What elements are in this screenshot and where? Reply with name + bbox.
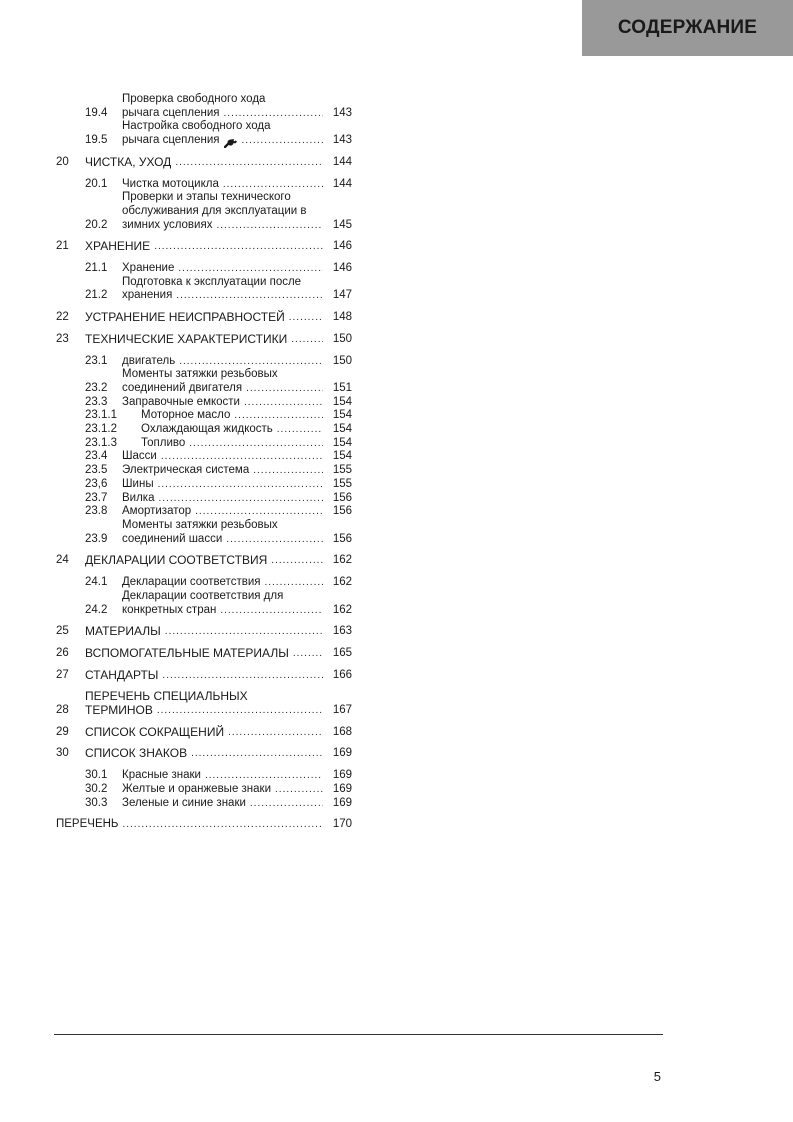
dot-leader [244, 396, 323, 410]
toc-entry[interactable] [56, 368, 352, 395]
wrench-icon [224, 137, 238, 148]
toc-entry-page: 154 [332, 395, 352, 408]
toc-entry-number: 30.2 [85, 782, 108, 795]
toc-entry-title-line: Моторное масло [141, 409, 231, 422]
toc-entry-page: 154 [332, 450, 352, 463]
toc-entry-title-line: СТАНДАРТЫ [85, 667, 159, 682]
toc-entry[interactable] [56, 797, 352, 811]
toc-chapter[interactable] [56, 333, 352, 347]
toc-entry-page: 169 [332, 782, 352, 795]
toc-entry-page: 155 [332, 464, 352, 477]
toc-entry-page: 170 [332, 818, 352, 831]
toc-chapter[interactable] [56, 690, 352, 717]
dot-leader [191, 747, 323, 761]
toc-entry-page: 146 [332, 262, 352, 275]
toc-entry-page: 151 [332, 381, 352, 394]
toc-entry-title [122, 769, 326, 783]
toc-entry-number: 24 [56, 554, 69, 567]
toc-entry-number: 19.4 [85, 106, 108, 119]
toc-entry[interactable] [56, 492, 352, 506]
dot-leader [178, 262, 323, 276]
toc-entry-title [122, 492, 326, 506]
toc-chapter[interactable] [56, 554, 352, 568]
toc-entry-page: 156 [332, 491, 352, 504]
toc-entry-title [85, 747, 326, 761]
toc-entry-title-line: рычага сцепления [122, 134, 220, 147]
toc-entry-title-line: обслуживания для эксплуатации в [122, 204, 307, 217]
dot-leader [275, 783, 323, 797]
toc-entry-title-line: конкретных стран [122, 603, 217, 616]
toc-entry-number: 29 [56, 725, 69, 738]
toc-entry-title-line: соединений двигателя [122, 381, 243, 394]
toc-entry-title [85, 240, 326, 254]
toc-entry-title-line: Чистка мотоцикла [122, 177, 219, 190]
toc-entry-title-line: Заправочные емкости [122, 395, 240, 408]
toc-entry-title-line: Электрическая система [122, 464, 250, 477]
toc-entry-number: 21 [56, 240, 69, 253]
toc-chapter[interactable] [56, 647, 352, 661]
toc-entry-title-line: Декларации соответствия [122, 576, 261, 589]
dot-leader [165, 625, 323, 639]
toc-entry[interactable] [56, 355, 352, 369]
toc-entry-title-line: ПЕРЕЧЕНЬ СПЕЦИАЛЬНЫХ [85, 689, 248, 704]
dot-leader [179, 355, 323, 369]
toc-entry-number: 23,6 [85, 477, 108, 490]
toc-entry[interactable] [56, 191, 352, 232]
toc-entry-title-line: УСТРАНЕНИЕ НЕИСПРАВНОСТЕЙ [85, 310, 285, 325]
toc-entry-title [122, 505, 326, 519]
toc-entry-title [85, 554, 326, 568]
table-of-contents [56, 93, 352, 832]
toc-entry[interactable] [56, 178, 352, 192]
toc-entry-title [122, 262, 326, 276]
toc-entry-page: 166 [332, 668, 352, 681]
toc-chapter[interactable] [56, 156, 352, 170]
toc-entry-number: 28 [56, 704, 69, 717]
toc-entry[interactable] [56, 590, 352, 617]
toc-entry-title-line: Проверка свободного хода [122, 93, 266, 105]
toc-entry-title-line: Настройка свободного хода [122, 120, 271, 133]
dot-leader [195, 505, 323, 519]
toc-entry[interactable] [56, 409, 352, 423]
toc-chapter[interactable] [56, 240, 352, 254]
dot-leader [162, 669, 323, 683]
toc-entry-title [122, 576, 326, 590]
dot-leader [277, 423, 323, 437]
page-number: 5 [653, 1069, 661, 1084]
toc-entry-title-line: двигатель [122, 354, 176, 367]
dot-leader [250, 797, 323, 811]
toc-entry-number: 20.2 [85, 218, 108, 231]
toc-entry-number: 24.1 [85, 576, 108, 589]
dot-leader [271, 554, 323, 568]
toc-entry-title-line: Шины [122, 477, 154, 490]
toc-entry-page: 145 [332, 218, 352, 231]
toc-entry-page: 144 [332, 155, 352, 168]
dot-leader [224, 107, 323, 121]
toc-entry-title [122, 120, 326, 147]
toc-entry-title-line: хранения [122, 289, 173, 302]
toc-entry-title-line: Вилка [122, 491, 155, 504]
toc-entry-title [85, 726, 326, 740]
toc-entry[interactable] [56, 576, 352, 590]
toc-entry[interactable] [56, 519, 352, 546]
toc-entry-page: 150 [332, 332, 352, 345]
toc-entry-title [122, 396, 326, 410]
toc-entry[interactable] [56, 120, 352, 147]
toc-entry-number: 22 [56, 311, 69, 324]
dot-leader [246, 382, 323, 396]
toc-entry-number: 30.1 [85, 769, 108, 782]
toc-entry-title [122, 93, 326, 120]
toc-entry-number: 23.4 [85, 450, 108, 463]
dot-leader [158, 478, 323, 492]
toc-entry-title-line: ДЕКЛАРАЦИИ СООТВЕТСТВИЯ [85, 553, 268, 568]
toc-entry-page: 167 [332, 704, 352, 717]
toc-entry[interactable] [56, 505, 352, 519]
toc-entry-page: 163 [332, 625, 352, 638]
dot-leader [264, 576, 323, 590]
dot-leader [158, 492, 323, 506]
toc-chapter[interactable] [56, 311, 352, 325]
toc-entry-number: 23.9 [85, 532, 108, 545]
toc-entry-title-line: Хранение [122, 262, 175, 275]
toc-entry[interactable] [56, 478, 352, 492]
toc-entry-title [122, 519, 326, 546]
toc-entry-title [122, 464, 326, 478]
dot-leader [289, 311, 323, 325]
toc-entry-title [122, 478, 326, 492]
toc-entry-title [141, 409, 326, 423]
toc-entry[interactable] [56, 464, 352, 478]
toc-entry[interactable] [56, 437, 352, 451]
toc-entry-title-line: Шасси [122, 450, 157, 463]
toc-entry-title [122, 590, 326, 617]
toc-entry-number: 23.1 [85, 354, 108, 367]
dot-leader [226, 533, 323, 547]
toc-entry-page: 156 [332, 505, 352, 518]
toc-entry-title [122, 191, 326, 232]
toc-entry[interactable] [56, 276, 352, 303]
toc-entry-title [122, 783, 326, 797]
toc-entry-title-line: Охлаждающая жидкость [141, 423, 273, 436]
toc-entry-number: 23.1.3 [85, 436, 117, 449]
toc-entry-title-line: Декларации соответствия для [122, 589, 284, 602]
toc-chapter[interactable] [56, 669, 352, 683]
toc-entry[interactable] [56, 93, 352, 120]
toc-chapter[interactable] [56, 747, 352, 761]
toc-entry-number: 21.1 [85, 262, 108, 275]
toc-entry-title-line: Амортизатор [122, 505, 192, 518]
toc-chapter[interactable] [56, 625, 352, 639]
toc-entry-title [122, 450, 326, 464]
toc-entry-title [141, 423, 326, 437]
toc-index-entry[interactable] [56, 818, 352, 832]
toc-entry-title-line: ТЕРМИНОВ [85, 703, 153, 718]
toc-entry-title-line: ЧИСТКА, УХОД [85, 154, 172, 169]
toc-entry-title-line: Подготовка к эксплуатации после [122, 275, 302, 288]
toc-entry-number: 20 [56, 155, 69, 168]
toc-entry-title-line: рычага сцепления [122, 106, 220, 119]
footer-divider [54, 1034, 663, 1035]
toc-entry-title [85, 647, 326, 661]
dot-leader [223, 178, 323, 192]
toc-entry[interactable] [56, 769, 352, 783]
dot-leader [234, 409, 323, 423]
toc-entry-title-line: Красные знаки [122, 769, 201, 782]
toc-entry-page: 162 [332, 576, 352, 589]
dot-leader [291, 333, 323, 347]
toc-entry-title [85, 690, 326, 717]
toc-entry-number: 23.2 [85, 381, 108, 394]
toc-entry-title [85, 311, 326, 325]
toc-entry-page: 154 [332, 436, 352, 449]
toc-entry-title-line: Моменты затяжки резьбовых [122, 368, 278, 381]
dot-leader [216, 219, 323, 233]
toc-entry-title-line: Зеленые и синие знаки [122, 796, 246, 809]
toc-entry-title [85, 156, 326, 170]
toc-entry-page: 150 [332, 354, 352, 367]
toc-entry-title-line: МАТЕРИАЛЫ [85, 624, 161, 639]
toc-entry-title-line: соединений шасси [122, 532, 223, 545]
toc-entry-number: 25 [56, 625, 69, 638]
toc-entry-page: 162 [332, 554, 352, 567]
toc-entry-number: 20.1 [85, 177, 108, 190]
dot-leader [189, 437, 323, 451]
toc-entry-page: 148 [332, 311, 352, 324]
toc-entry-number: 23.5 [85, 464, 108, 477]
toc-entry[interactable] [56, 396, 352, 410]
toc-chapter[interactable] [56, 726, 352, 740]
toc-entry[interactable] [56, 262, 352, 276]
toc-entry-page: 143 [332, 106, 352, 119]
toc-entry[interactable] [56, 450, 352, 464]
dot-leader [175, 156, 323, 170]
dot-leader [154, 240, 323, 254]
section-title: СОДЕРЖАНИЕ [617, 17, 758, 38]
toc-entry-page: 165 [332, 646, 352, 659]
toc-entry-page: 143 [332, 134, 352, 147]
dot-leader [253, 464, 323, 478]
toc-entry-page: 169 [332, 747, 352, 760]
toc-entry-number: 23.7 [85, 491, 108, 504]
toc-entry-title-line: Проверки и этапы технического [122, 191, 291, 204]
section-header-tab [582, 0, 793, 56]
toc-entry-page: 168 [332, 725, 352, 738]
toc-entry-title [122, 355, 326, 369]
toc-entry-title-line: ПЕРЕЧЕНЬ [56, 818, 119, 831]
toc-entry-title [85, 625, 326, 639]
toc-entry-number: 19.5 [85, 134, 108, 147]
toc-entry-title-line: Моменты затяжки резьбовых [122, 518, 278, 531]
dot-leader [293, 647, 323, 661]
toc-entry[interactable] [56, 783, 352, 797]
toc-entry-title [85, 669, 326, 683]
toc-entry-number: 23 [56, 332, 69, 345]
toc-entry-number: 23.8 [85, 505, 108, 518]
dot-leader [228, 726, 323, 740]
toc-entry-title [85, 333, 326, 347]
toc-entry-title-line: Топливо [141, 436, 186, 449]
toc-entry-number: 30.3 [85, 796, 108, 809]
toc-entry-number: 21.2 [85, 289, 108, 302]
toc-entry-title [56, 818, 326, 832]
toc-entry-page: 144 [332, 177, 352, 190]
toc-entry-page: 156 [332, 532, 352, 545]
toc-entry-page: 146 [332, 240, 352, 253]
toc-entry-number: 23.3 [85, 395, 108, 408]
toc-entry-number: 24.2 [85, 603, 108, 616]
toc-entry-title-line: ВСПОМОГАТЕЛЬНЫЕ МАТЕРИАЛЫ [85, 645, 289, 660]
toc-entry-title-line: зимних условиях [122, 218, 213, 231]
dot-leader [161, 450, 323, 464]
dot-leader [220, 604, 323, 618]
toc-entry-page: 147 [332, 289, 352, 302]
toc-entry-title [122, 797, 326, 811]
toc-entry-page: 155 [332, 477, 352, 490]
toc-entry-title-line: ХРАНЕНИЕ [85, 239, 151, 254]
toc-entry-number: 27 [56, 668, 69, 681]
dot-leader [176, 289, 323, 303]
dot-leader [242, 134, 323, 148]
toc-entry-number: 26 [56, 646, 69, 659]
toc-entry-title-line: СПИСОК СОКРАЩЕНИЙ [85, 724, 225, 739]
toc-entry-title-line: Желтые и оранжевые знаки [122, 782, 272, 795]
toc-entry-page: 169 [332, 769, 352, 782]
toc-entry-title [122, 276, 326, 303]
toc-entry-page: 154 [332, 409, 352, 422]
toc-entry-title-line: СПИСОК ЗНАКОВ [85, 746, 188, 761]
dot-leader [122, 818, 323, 832]
toc-entry-number: 30 [56, 747, 69, 760]
dot-leader [157, 704, 323, 718]
toc-entry-page: 162 [332, 603, 352, 616]
toc-entry-title [122, 178, 326, 192]
toc-entry-page: 169 [332, 796, 352, 809]
toc-entry-title [141, 437, 326, 451]
toc-entry[interactable] [56, 423, 352, 437]
dot-leader [205, 769, 323, 783]
toc-entry-title [122, 368, 326, 395]
toc-entry-number: 23.1.2 [85, 423, 117, 436]
toc-entry-page: 154 [332, 423, 352, 436]
toc-entry-title-line: ТЕХНИЧЕСКИЕ ХАРАКТЕРИСТИКИ [85, 331, 288, 346]
toc-entry-number: 23.1.1 [85, 409, 117, 422]
